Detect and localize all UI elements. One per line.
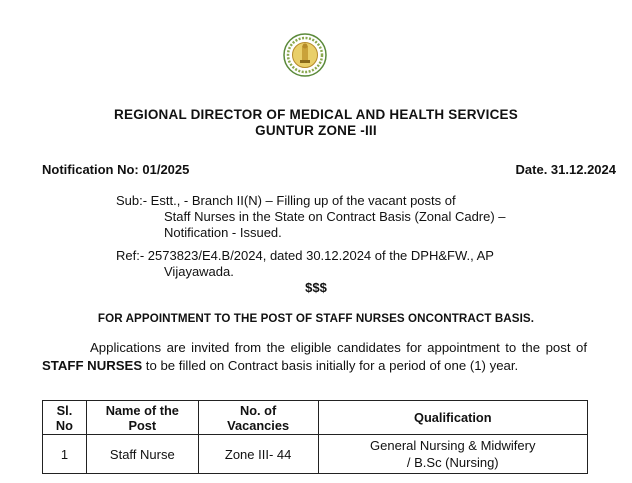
paragraph-post-name: STAFF NURSES (42, 357, 143, 373)
cell-post-name: Staff Nurse (86, 435, 198, 474)
reference-line-2: Vijayawada. (164, 264, 234, 279)
cell-qualification (318, 435, 587, 474)
paragraph-part-1: Applications are invited from the eligible candidates for appointment to the post of (90, 340, 587, 355)
paragraph-part-2: to be filled on Contract basis initially for a period of one (1) year. (142, 357, 519, 373)
subject-line-1: Sub:- Estt., - Branch II(N) – Filling up of the vacant posts of (116, 193, 456, 208)
header-sl-line-2: No (55, 417, 73, 433)
cell-sl-no: 1 (43, 435, 87, 474)
notification-date: Date. 31.12.2024 (515, 162, 616, 177)
ap-state-emblem-icon (283, 33, 327, 77)
table-row (43, 435, 588, 474)
reference-block (116, 248, 596, 280)
office-title: REGIONAL DIRECTOR OF MEDICAL AND HEALTH SERVICES (114, 107, 518, 122)
header-qualification: Qualification (318, 401, 587, 435)
vacancy-table (42, 400, 588, 474)
header-post-name (86, 401, 198, 435)
subject-line-3: Notification - Issued. (164, 225, 282, 240)
header-name-line-1: Name of the (105, 402, 179, 418)
subject-line-2: Staff Nurses in the State on Contract Basis (Zonal Cadre) – (164, 209, 506, 224)
header-sl-line-1: Sl. (56, 402, 73, 418)
separator-mark: $$$ (305, 280, 327, 295)
table-header-row (43, 401, 588, 435)
zone-title: GUNTUR ZONE -III (255, 123, 377, 138)
intro-paragraph (42, 339, 587, 374)
notification-number: Notification No: 01/2025 (42, 162, 190, 177)
qualification-line-1: General Nursing & Midwifery (370, 438, 536, 453)
cell-vacancies: Zone III- 44 (198, 435, 318, 474)
qualification-line-2: / B.Sc (Nursing) (406, 455, 499, 470)
appointment-heading: FOR APPOINTMENT TO THE POST OF STAFF NURSES ONCONTRACT BASIS. (97, 312, 535, 325)
header-vacancies (198, 401, 318, 435)
header-vacancies-line-1: No. of (239, 402, 277, 418)
reference-line-1: Ref:- 2573823/E4.B/2024, dated 30.12.2024 of the DPH&FW., AP (116, 248, 494, 263)
header-vacancies-line-2: Vacancies (227, 417, 290, 433)
header-sl-no (43, 401, 87, 435)
subject-block (116, 193, 596, 241)
header-name-line-2: Post (128, 417, 157, 433)
